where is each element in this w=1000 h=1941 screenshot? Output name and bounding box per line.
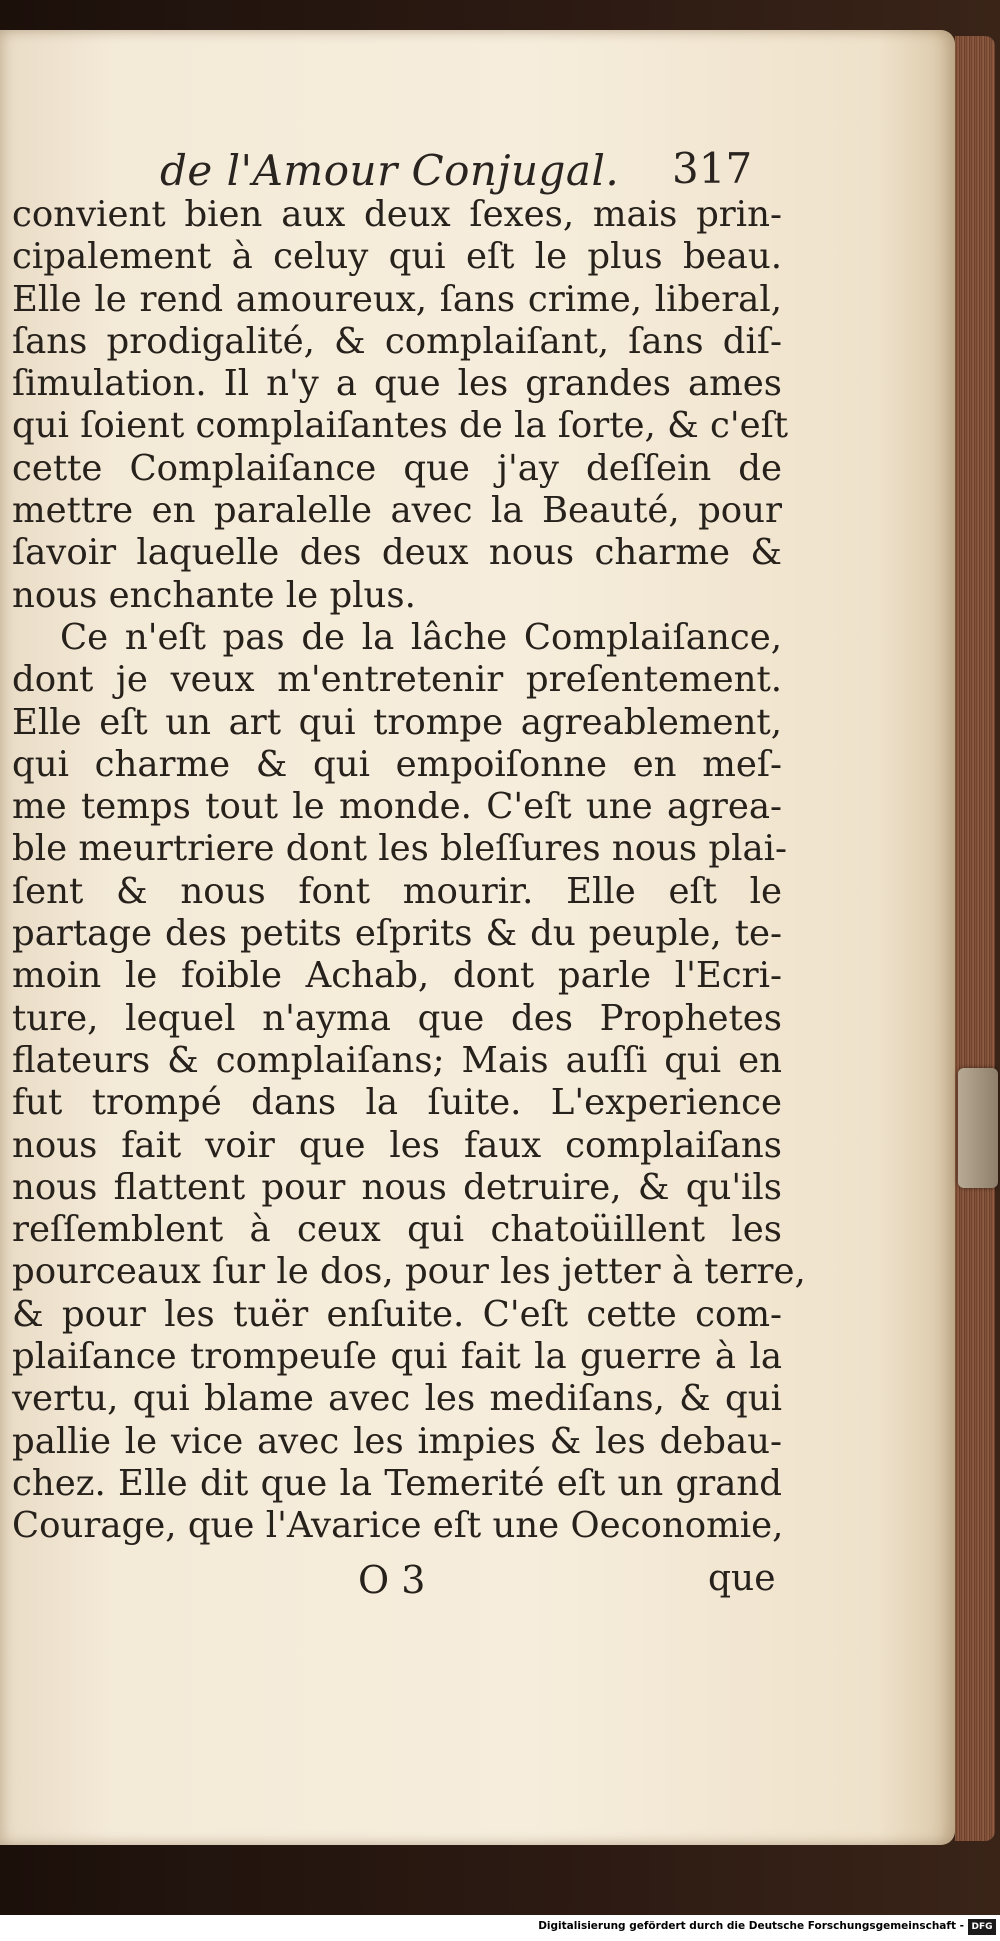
page-number: 317 — [672, 144, 753, 193]
text-line: plaiſance trompeuſe qui fait la guerre à la — [12, 1336, 782, 1378]
page-edges — [955, 36, 995, 1841]
text-line: qui charme & qui empoiſonne en meſ- — [12, 743, 782, 785]
text-line: convient bien aux deux ſexes, mais prin- — [12, 194, 782, 235]
running-head: de l'Amour Conjugal. — [160, 146, 620, 195]
signature-mark: O 3 — [358, 1558, 426, 1602]
text-line: pallie le vice avec les impies & les debau- — [12, 1420, 782, 1462]
text-line: mettre en paralelle avec la Beauté, pour — [12, 490, 782, 532]
dfg-logo: DFG — [968, 1919, 996, 1935]
text-line: ſavoir laquelle des deux nous charme & — [12, 532, 782, 574]
credit-text: Digitalisierung gefördert durch die Deutsche Forschungsgemeinschaft - — [538, 1920, 964, 1932]
text-line: ſent & nous font mourir. Elle eſt le — [12, 870, 782, 912]
text-line: qui ſoient complaiſantes de la ſorte, & c'eſt — [12, 405, 789, 447]
text-line: Elle eſt un art qui trompe agreablement, — [12, 701, 782, 743]
book-clasp — [958, 1068, 998, 1188]
text-line: ſimulation. Il n'y a que les grandes ames — [12, 363, 782, 405]
text-line: nous enchante le plus. — [12, 574, 416, 616]
text-line: nous fait voir que les faux complaiſans — [12, 1124, 782, 1166]
text-line: Elle le rend amoureux, ſans crime, liberal, — [12, 278, 782, 320]
text-line: vertu, qui blame avec les mediſans, & qui — [12, 1378, 782, 1420]
text-line: & pour les tuër enſuite. C'eſt cette com- — [12, 1293, 782, 1335]
text-line: ble meurtriere dont les bleſſures nous plai- — [12, 828, 788, 870]
text-line: moin le foible Achab, dont parle l'Ecri- — [12, 955, 782, 997]
text-line: Ce n'eſt pas de la lâche Complaiſance, — [60, 616, 782, 658]
text-line: partage des petits eſprits & du peuple, te- — [12, 913, 782, 955]
page-foot — [0, 1558, 955, 1608]
page-header — [0, 140, 955, 200]
text-line: nous flattent pour nous detruire, & qu'ils — [12, 1166, 782, 1208]
credit-bar — [0, 1915, 1000, 1941]
text-line: cette Complaiſance que j'ay deſſein de — [12, 447, 782, 489]
text-line: dont je veux m'entretenir preſentement. — [12, 659, 782, 701]
text-line: cipalement à celuy qui eſt le plus beau. — [12, 236, 782, 278]
text-line: ſans prodigalité, & complaiſant, ſans diſ- — [12, 320, 782, 362]
text-line: ture, lequel n'ayma que des Prophetes — [12, 997, 782, 1039]
text-line: pourceaux ſur le dos, pour les jetter à terre, — [12, 1251, 806, 1293]
text-line: flateurs & complaiſans; Mais auſſi qui en — [12, 1039, 782, 1081]
body-text — [12, 194, 806, 1548]
text-line: fut trompé dans la ſuite. L'experience — [12, 1082, 782, 1124]
text-line: chez. Elle dit que la Temerité eſt un grand — [12, 1462, 782, 1504]
catchword: que — [708, 1558, 776, 1599]
text-line: reſſemblent à ceux qui chatoüillent les — [12, 1209, 782, 1251]
text-line: me temps tout le monde. C'eſt une agrea- — [12, 786, 782, 828]
text-line: Courage, que l'Avarice eſt une Oeconomie, — [12, 1505, 784, 1547]
